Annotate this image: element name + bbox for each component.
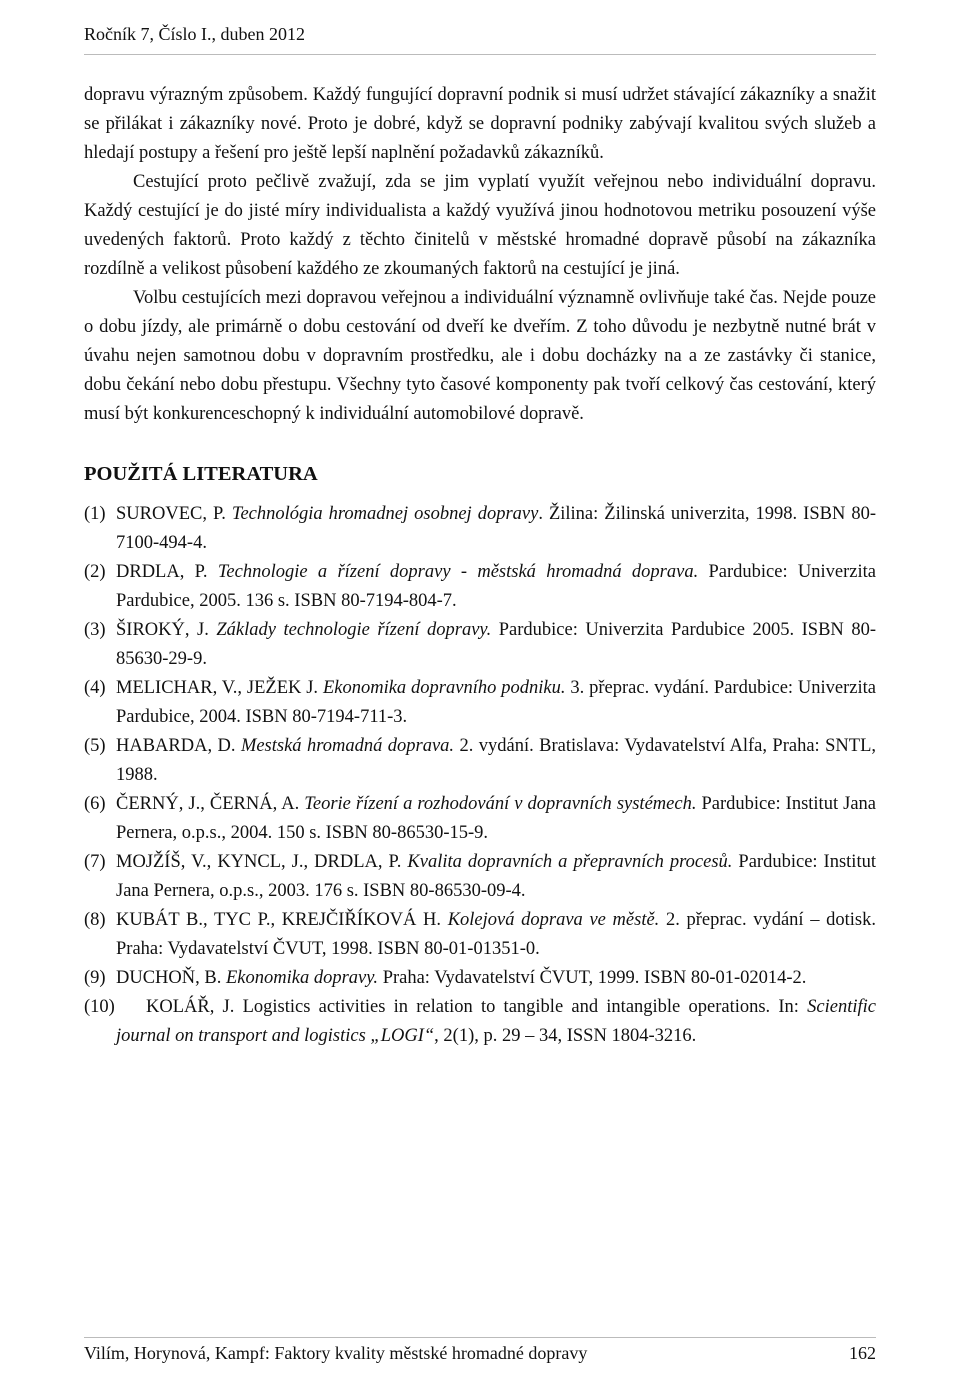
reference-authors: MELICHAR, V., JEŽEK J. bbox=[116, 678, 323, 698]
reference-authors: DUCHOŇ, B. bbox=[116, 968, 226, 988]
reference-item bbox=[84, 500, 876, 558]
reference-title: Mestská hromadná doprava. bbox=[240, 736, 455, 756]
reference-number: (2) bbox=[84, 562, 106, 582]
running-header: Ročník 7, Číslo I., duben 2012 bbox=[84, 24, 305, 44]
footer-divider bbox=[84, 1337, 876, 1338]
reference-title: Scientific journal on transport and logistics „LOGI“ bbox=[116, 997, 876, 1046]
reference-number: (6) bbox=[84, 794, 106, 814]
reference-title: Kvalita dopravních a přepravních procesů. bbox=[407, 852, 733, 872]
reference-number: (10) bbox=[84, 997, 115, 1017]
paragraph: Cestující proto pečlivě zvažují, zda se jim vyplatí využít veřejnou nebo individuální dopravu. Každý cestující je do jisté míry individualista a každý využívá jinou hodnotovou metriku posouzení výše uvedených faktorů. Proto každý z těchto činitelů v městské hromadné dopravě působí na zákazníka rozdílně a velikost působení každého ze zkoumaných faktorů na cestující je jiná. bbox=[84, 172, 876, 279]
reference-authors: MOJŽÍŠ, V., KYNCL, J., DRDLA, P. bbox=[116, 852, 408, 872]
paragraph: Volbu cestujících mezi dopravou veřejnou a individuální významně ovlivňuje také čas. Nejde pouze o dobu jízdy, ale primárně o dobu cestování od dveří ke dveřím. Z toho důvodu je nezbytně nutné brát v úvahu nejen samotnou dobu v dopravním prostředku, ale i dobu docházky na a ze zastávky či stanice, dobu čekání nebo dobu přestupu. Všechny tyto časové komponenty pak tvoří celkový čas cestování, který musí být konkurenceschopný k individuální automobilové dopravě. bbox=[84, 288, 876, 424]
reference-number: (8) bbox=[84, 910, 106, 930]
reference-number: (1) bbox=[84, 504, 106, 524]
reference-title: Teorie řízení a rozhodování v dopravních systémech. bbox=[304, 794, 697, 814]
reference-item bbox=[84, 558, 876, 616]
reference-title: Základy technologie řízení dopravy. bbox=[216, 620, 492, 640]
reference-authors: ČERNÝ, J., ČERNÁ, A. bbox=[116, 794, 305, 814]
reference-details: 3. přeprac. vydání. Pardubice: Univerzita Pardubice, 2004. ISBN 80-7194-711-3. bbox=[116, 678, 876, 727]
reference-details: , 2(1), p. 29 – 34, ISSN 1804-3216. bbox=[434, 1026, 697, 1046]
reference-item bbox=[84, 848, 876, 906]
reference-title: Technológia hromadnej osobnej dopravy bbox=[231, 504, 539, 524]
reference-item bbox=[84, 674, 876, 732]
footer-citation: Vilím, Horynová, Kampf: Faktory kvality městské hromadné dopravy bbox=[84, 1343, 588, 1363]
reference-details: Pardubice: Institut Jana Pernera, o.p.s., 2004. 150 s. ISBN 80-86530-15-9. bbox=[116, 794, 876, 843]
reference-item bbox=[84, 964, 876, 993]
reference-details: Praha: Vydavatelství ČVUT, 1999. ISBN 80-01-02014-2. bbox=[378, 968, 807, 988]
reference-details: Pardubice: Univerzita Pardubice, 2005. 136 s. ISBN 80-7194-804-7. bbox=[116, 562, 876, 611]
reference-details: . Žilina: Žilinská univerzita, 1998. ISBN 80-7100-494-4. bbox=[116, 504, 876, 553]
reference-title: Ekonomika dopravního podniku. bbox=[322, 678, 566, 698]
reference-details: 2. přeprac. vydání – dotisk. Praha: Vydavatelství ČVUT, 1998. ISBN 80-01-01351-0. bbox=[116, 910, 876, 959]
reference-authors: SUROVEC, P. bbox=[116, 504, 232, 524]
reference-details: Pardubice: Institut Jana Pernera, o.p.s., 2003. 176 s. ISBN 80-86530-09-4. bbox=[116, 852, 876, 901]
reference-authors: DRDLA, P. bbox=[116, 562, 218, 582]
reference-number: (7) bbox=[84, 852, 106, 872]
article-body bbox=[84, 81, 876, 1051]
reference-title: Technologie a řízení dopravy - městská hromadná doprava. bbox=[217, 562, 699, 582]
reference-authors: HABARDA, D. bbox=[116, 736, 241, 756]
reference-number: (5) bbox=[84, 736, 106, 756]
reference-item bbox=[84, 790, 876, 848]
reference-title: Ekonomika dopravy. bbox=[225, 968, 379, 988]
header-divider bbox=[84, 54, 876, 55]
reference-authors: ŠIROKÝ, J. bbox=[116, 620, 217, 640]
paragraph: dopravu výrazným způsobem. Každý fungující dopravní podnik si musí udržet stávající zákazníky a snažit se přilákat i zákazníky nové. Proto je dobré, když se dopravní podniky zabývají kvalitou svých služeb a hledají postupy a řešení pro ještě lepší naplnění požadavků zákazníků. bbox=[84, 85, 876, 163]
references-heading: POUŽITÁ LITERATURA bbox=[84, 463, 318, 485]
reference-item bbox=[84, 906, 876, 964]
reference-item bbox=[84, 616, 876, 674]
reference-item bbox=[84, 993, 876, 1051]
reference-number: (9) bbox=[84, 968, 106, 988]
reference-details: Pardubice: Univerzita Pardubice 2005. ISBN 80-85630-29-9. bbox=[116, 620, 876, 669]
reference-number: (3) bbox=[84, 620, 106, 640]
reference-authors: KOLÁŘ, J. Logistics activities in relation to tangible and intangible operations. In: bbox=[146, 997, 808, 1017]
reference-details: 2. vydání. Bratislava: Vydavatelství Alfa, Praha: SNTL, 1988. bbox=[116, 736, 876, 785]
reference-authors: KUBÁT B., TYC P., KREJČIŘÍKOVÁ H. bbox=[116, 910, 448, 930]
reference-item bbox=[84, 732, 876, 790]
reference-title: Kolejová doprava ve městě. bbox=[447, 910, 660, 930]
reference-number: (4) bbox=[84, 678, 106, 698]
reference-list bbox=[84, 500, 876, 1051]
page-number: 162 bbox=[849, 1343, 876, 1363]
